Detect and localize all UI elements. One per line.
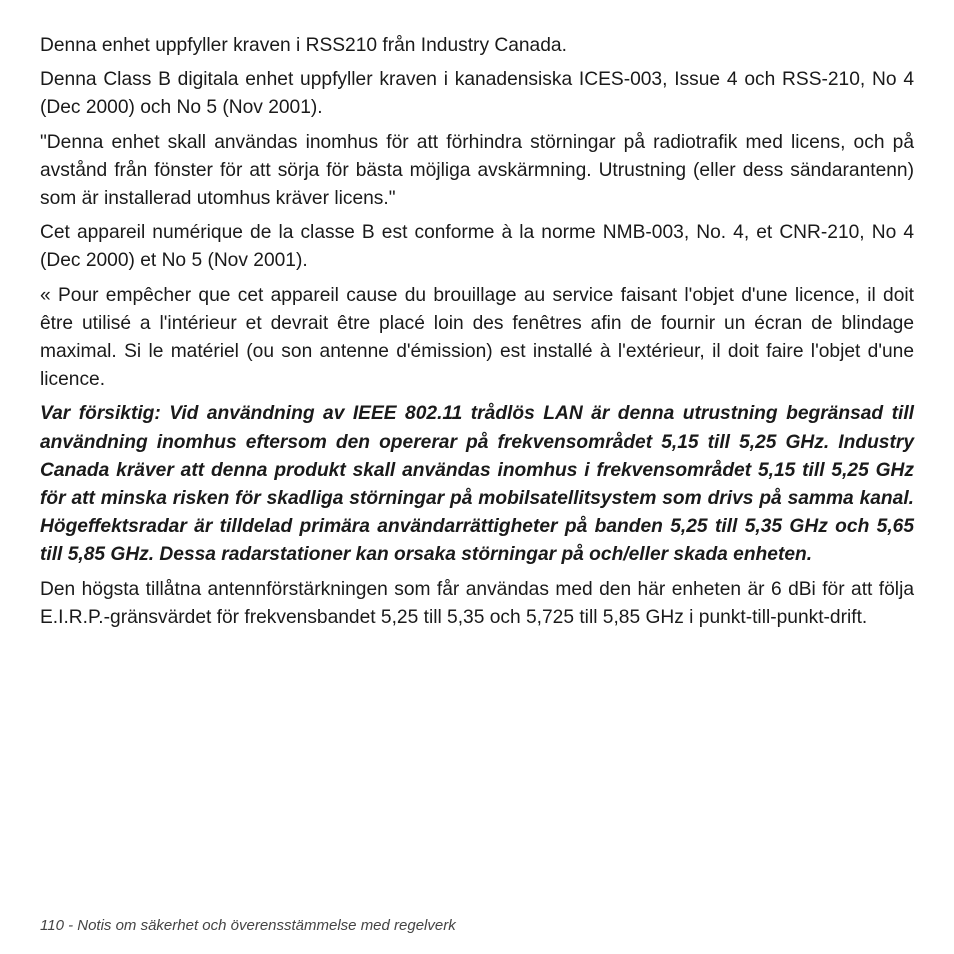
- paragraph-antenna-gain: Den högsta tillåtna antennförstärkningen som får användas med den här enheten är 6 dBi för att följa E.I.R.P.-gränsvärdet för frekvensbandet 5,25 till 5,35 och 5,725 till 5,85 GHz i punkt-till-punkt-drift.: [40, 578, 914, 628]
- paragraph-french-class-b: Cet appareil numérique de la classe B est conforme à la norme NMB-003, No. 4, et CNR-210, No 4 (Dec 2000) et No 5 (Nov 2001).: [40, 222, 914, 272]
- page-content: [40, 32, 914, 638]
- paragraph-rss210: Denna enhet uppfyller kraven i RSS210 från Industry Canada.: [40, 35, 567, 56]
- paragraph-indoor-use-quote: "Denna enhet skall användas inomhus för att förhindra störningar på radiotrafik med licens, och på avstånd från fönster för att sörja för bästa möjliga avskärmning. Utrustning (eller dess sändarantenn) som är installerad utomhus kräver licens.": [40, 131, 914, 210]
- page-footer: 110 - Notis om säkerhet och överensstämmelse med regelverk: [40, 917, 456, 934]
- paragraph-caution-warning: Var försiktig: Vid användning av IEEE 802.11 trådlös LAN är denna utrustning begränsad till användning inomhus eftersom den opererar på frekvensområdet 5,15 till 5,25 GHz. Industry Canada kräver att denna produkt skall användas inomhus i frekvensområdet 5,15 till 5,25 GHz för att minska risken för skadliga störningar på mobilsatellitsystem som drivs på samma kanal. Högeffektsradar är tilldelad primära användarrättigheter på banden 5,25 till 5,35 GHz och 5,65 till 5,85 GHz. Dessa radarstationer kan orsaka störningar på och/eller skada enheten.: [40, 403, 914, 566]
- paragraph-class-b-ices: Denna Class B digitala enhet uppfyller kraven i kanadensiska ICES-003, Issue 4 och RSS-210, No 4 (Dec 2000) och No 5 (Nov 2001).: [40, 69, 914, 119]
- paragraph-french-interference: « Pour empêcher que cet appareil cause du brouillage au service faisant l'objet d'une licence, il doit être utilisé a l'intérieur et devrait être placé loin des fenêtres afin de fournir un écran de blindage maximal. Si le matériel (ou son antenne d'émission) est installé à l'extérieur, il doit faire l'objet d'une licence.: [40, 284, 914, 391]
